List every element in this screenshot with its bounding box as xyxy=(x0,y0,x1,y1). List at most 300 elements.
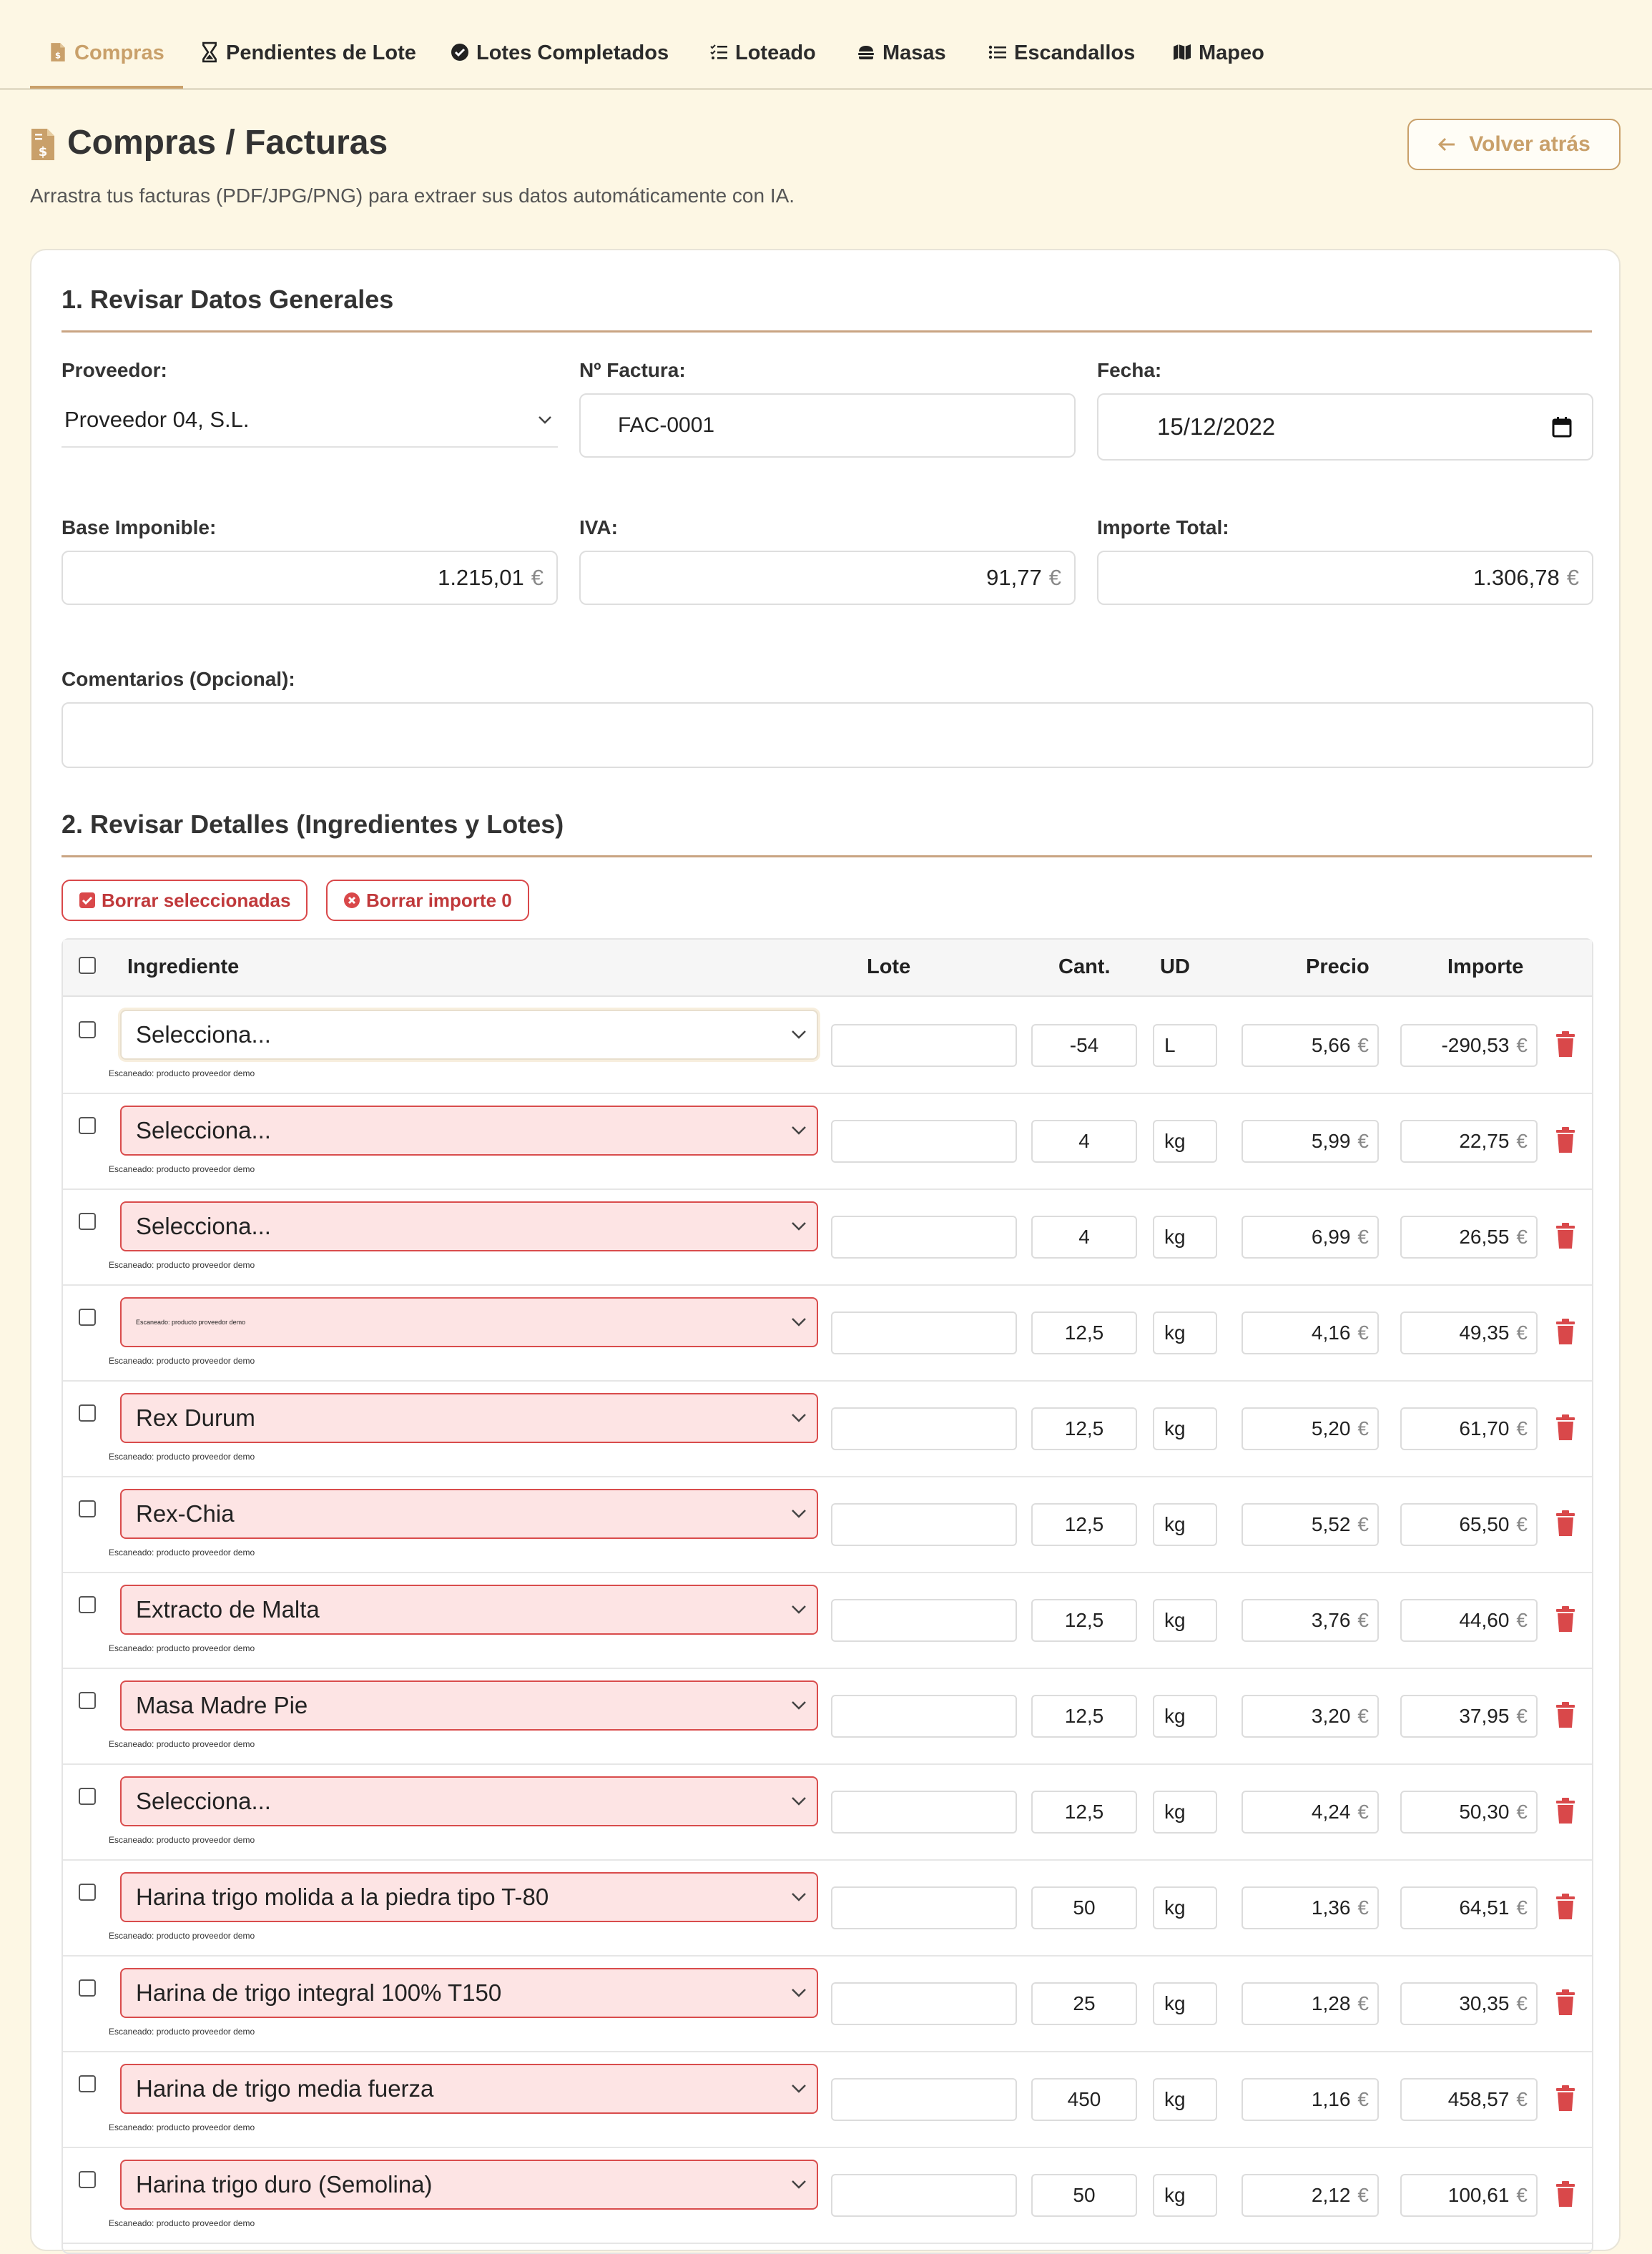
row-checkbox[interactable] xyxy=(79,1213,96,1230)
cant-value: 50 xyxy=(1073,2184,1096,2206)
ud-input[interactable] xyxy=(1153,1407,1217,1450)
precio-input[interactable] xyxy=(1242,1791,1379,1834)
precio-input[interactable] xyxy=(1242,2174,1379,2217)
currency-symbol: € xyxy=(1357,1992,1369,2014)
ingredient-select[interactable] xyxy=(120,2064,818,2114)
lote-input[interactable] xyxy=(831,1024,1017,1067)
ud-input[interactable] xyxy=(1153,1599,1217,1642)
currency-symbol: € xyxy=(1516,1992,1528,2014)
cant-value: 12,5 xyxy=(1064,1801,1104,1823)
importe-value: 22,75 xyxy=(1459,1130,1510,1152)
page-title: Compras / Facturas xyxy=(67,124,388,162)
x-circle-icon xyxy=(343,892,360,909)
ud-value: kg xyxy=(1164,1609,1186,1631)
ingredient-value: Selecciona... xyxy=(136,1021,271,1048)
importe-input[interactable] xyxy=(1400,2078,1538,2121)
table-row xyxy=(63,2148,1592,2244)
ud-value: L xyxy=(1164,1034,1176,1056)
table-row xyxy=(63,1094,1592,1190)
cant-input[interactable] xyxy=(1031,1503,1137,1546)
arrow-left-icon xyxy=(1437,137,1456,152)
row-checkbox[interactable] xyxy=(79,1596,96,1613)
lote-input[interactable] xyxy=(831,1216,1017,1259)
proveedor-label: Proveedor: xyxy=(62,359,167,381)
ud-value: kg xyxy=(1164,1226,1186,1248)
precio-input[interactable] xyxy=(1242,2078,1379,2121)
row-checkbox[interactable] xyxy=(79,2171,96,2188)
back-button-label: Volver atrás xyxy=(1469,132,1590,156)
table-row xyxy=(63,1957,1592,2052)
ud-value: kg xyxy=(1164,1417,1186,1439)
trash-icon[interactable] xyxy=(1555,1031,1576,1058)
ud-value: kg xyxy=(1164,1130,1186,1152)
precio-value: 6,99 xyxy=(1311,1226,1351,1248)
iva-label: IVA: xyxy=(579,516,618,538)
importe-total-input[interactable] xyxy=(1097,551,1593,605)
precio-value: 5,66 xyxy=(1311,1034,1351,1056)
importe-value: 61,70 xyxy=(1459,1417,1510,1439)
importe-input[interactable] xyxy=(1400,1886,1538,1929)
ud-value: kg xyxy=(1164,1705,1186,1727)
lote-input[interactable] xyxy=(831,1982,1017,2025)
table-header xyxy=(63,940,1592,997)
table-row xyxy=(63,1477,1592,1573)
ingredient-select[interactable] xyxy=(120,1872,818,1922)
trash-icon[interactable] xyxy=(1555,1319,1576,1346)
iva-value: 91,77 xyxy=(986,565,1042,590)
ud-value: kg xyxy=(1164,1513,1186,1535)
lote-input[interactable] xyxy=(831,1695,1017,1738)
precio-input[interactable] xyxy=(1242,1503,1379,1546)
importe-value: -290,53 xyxy=(1441,1034,1510,1056)
delete-selected-button[interactable] xyxy=(62,880,308,921)
ingredient-value: Rex Durum xyxy=(136,1404,255,1431)
cant-value: 12,5 xyxy=(1064,1417,1104,1439)
importe-value: 37,95 xyxy=(1459,1705,1510,1727)
cant-input[interactable] xyxy=(1031,1599,1137,1642)
scan-hint: Escaneado: producto proveedor demo xyxy=(109,1260,255,1270)
table-row xyxy=(63,2052,1592,2148)
scan-hint: Escaneado: producto proveedor demo xyxy=(109,2218,255,2228)
base-imponible-value: 1.215,01 xyxy=(438,565,524,590)
cant-value: 4 xyxy=(1078,1226,1090,1248)
trash-icon[interactable] xyxy=(1555,1989,1576,2017)
bread-icon xyxy=(857,41,875,63)
tab-loteado[interactable] xyxy=(709,41,816,89)
base-imponible-label: Base Imponible: xyxy=(62,516,217,538)
delete-zero-button[interactable] xyxy=(326,880,529,921)
delete-selected-label: Borrar seleccionadas xyxy=(102,889,291,911)
currency-symbol: € xyxy=(1516,1417,1528,1439)
currency-symbol: € xyxy=(1516,1226,1528,1248)
chevron-down-icon xyxy=(791,1701,807,1711)
importe-input[interactable] xyxy=(1400,1407,1538,1450)
ingredient-value: Harina trigo duro (Semolina) xyxy=(136,2171,433,2198)
row-checkbox[interactable] xyxy=(79,1021,96,1038)
ingredient-select[interactable] xyxy=(120,2160,818,2210)
ingredient-select[interactable] xyxy=(120,1106,818,1156)
importe-input[interactable] xyxy=(1400,1791,1538,1834)
cant-input[interactable] xyxy=(1031,1886,1137,1929)
ingredient-select[interactable] xyxy=(120,1968,818,2018)
list-icon xyxy=(988,41,1007,63)
cant-input[interactable] xyxy=(1031,1024,1137,1067)
precio-value: 1,36 xyxy=(1311,1896,1351,1919)
ud-input[interactable] xyxy=(1153,1982,1217,2025)
currency-symbol: € xyxy=(1048,565,1061,590)
cant-input[interactable] xyxy=(1031,2078,1137,2121)
back-button[interactable] xyxy=(1407,119,1621,170)
currency-symbol: € xyxy=(531,565,544,590)
precio-input[interactable] xyxy=(1242,1120,1379,1163)
lote-input[interactable] xyxy=(831,1886,1017,1929)
fecha-label: Fecha: xyxy=(1097,359,1162,381)
importe-total-value: 1.306,78 xyxy=(1473,565,1560,590)
select-all-checkbox[interactable] xyxy=(79,957,96,974)
currency-symbol: € xyxy=(1516,2088,1528,2110)
column-ingrediente: Ingrediente xyxy=(127,955,240,978)
tab-label: Escandallos xyxy=(1014,41,1136,64)
currency-symbol: € xyxy=(1516,1513,1528,1535)
importe-input[interactable] xyxy=(1400,1216,1538,1259)
precio-value: 5,52 xyxy=(1311,1513,1351,1535)
ingredient-value: Harina de trigo integral 100% T150 xyxy=(136,1979,502,2006)
currency-symbol: € xyxy=(1516,1609,1528,1631)
ingredients-table xyxy=(62,938,1593,2254)
delete-zero-label: Borrar importe 0 xyxy=(366,889,512,911)
currency-symbol: € xyxy=(1357,2184,1369,2206)
importe-value: 64,51 xyxy=(1459,1896,1510,1919)
scan-hint: Escaneado: producto proveedor demo xyxy=(109,2122,255,2132)
importe-input[interactable] xyxy=(1400,2174,1538,2217)
importe-input[interactable] xyxy=(1400,1120,1538,1163)
tab-label: Masas xyxy=(882,41,946,64)
fecha-input[interactable] xyxy=(1097,393,1593,461)
column-ud: UD xyxy=(1160,955,1190,978)
ud-input[interactable] xyxy=(1153,1886,1217,1929)
importe-value: 65,50 xyxy=(1459,1513,1510,1535)
base-imponible-input[interactable] xyxy=(62,551,558,605)
importe-value: 44,60 xyxy=(1459,1609,1510,1631)
precio-input[interactable] xyxy=(1242,1599,1379,1642)
ud-value: kg xyxy=(1164,1896,1186,1919)
file-invoice-icon xyxy=(30,127,56,162)
table-row xyxy=(63,1286,1592,1382)
table-row xyxy=(63,998,1592,1094)
importe-value: 50,30 xyxy=(1459,1801,1510,1823)
ingredient-select[interactable] xyxy=(120,1776,818,1826)
currency-symbol: € xyxy=(1357,1513,1369,1535)
trash-icon[interactable] xyxy=(1555,1127,1576,1154)
row-checkbox[interactable] xyxy=(79,2075,96,2092)
scan-hint: Escaneado: producto proveedor demo xyxy=(109,1931,255,1941)
chevron-down-icon xyxy=(791,1317,807,1327)
fecha-value: 15/12/2022 xyxy=(1157,413,1276,440)
currency-symbol: € xyxy=(1357,1609,1369,1631)
currency-symbol: € xyxy=(1516,1896,1528,1919)
ud-value: kg xyxy=(1164,2088,1186,2110)
cant-input[interactable] xyxy=(1031,1216,1137,1259)
checkbox-checked-icon xyxy=(79,892,96,909)
ingredient-value: Extracto de Malta xyxy=(136,1596,320,1623)
precio-input[interactable] xyxy=(1242,1886,1379,1929)
chevron-down-icon xyxy=(791,2084,807,2094)
check-circle-icon xyxy=(451,41,469,63)
ingredient-select[interactable] xyxy=(120,1010,818,1060)
scan-hint: Escaneado: producto proveedor demo xyxy=(109,1547,255,1557)
currency-symbol: € xyxy=(1516,2184,1528,2206)
ingredient-value: Selecciona... xyxy=(136,1117,271,1143)
currency-symbol: € xyxy=(1566,565,1579,590)
iva-input[interactable] xyxy=(579,551,1076,605)
importe-input[interactable] xyxy=(1400,1024,1538,1067)
page-subtitle: Arrastra tus facturas (PDF/JPG/PNG) para extraer sus datos automáticamente con IA. xyxy=(30,184,795,207)
section-divider xyxy=(62,855,1592,857)
cant-value: 12,5 xyxy=(1064,1322,1104,1344)
cant-input[interactable] xyxy=(1031,1982,1137,2025)
proveedor-value: Proveedor 04, S.L. xyxy=(64,407,250,432)
importe-value: 49,35 xyxy=(1459,1322,1510,1344)
ud-value: kg xyxy=(1164,2184,1186,2206)
checklist-icon xyxy=(709,41,728,63)
chevron-down-icon xyxy=(791,1030,807,1040)
ingredient-select[interactable] xyxy=(120,1680,818,1731)
section-divider xyxy=(62,330,1592,333)
ud-input[interactable] xyxy=(1153,1503,1217,1546)
ingredient-value: Selecciona... xyxy=(136,1788,271,1814)
svg-text:$: $ xyxy=(54,50,62,61)
table-row xyxy=(63,1573,1592,1669)
column-importe: Importe xyxy=(1447,955,1524,978)
tab-lotes-completados[interactable] xyxy=(451,41,669,89)
currency-symbol: € xyxy=(1357,1130,1369,1152)
currency-symbol: € xyxy=(1357,1226,1369,1248)
ingredient-select[interactable] xyxy=(120,1393,818,1443)
trash-icon[interactable] xyxy=(1555,1702,1576,1729)
currency-symbol: € xyxy=(1516,1322,1528,1344)
table-row xyxy=(63,1861,1592,1957)
ud-input[interactable] xyxy=(1153,2078,1217,2121)
chevron-down-icon xyxy=(791,1892,807,1902)
comentarios-input[interactable] xyxy=(62,702,1593,768)
tab-label: Lotes Completados xyxy=(476,41,669,64)
tab-label: Loteado xyxy=(735,41,816,64)
table-row xyxy=(63,1669,1592,1765)
cant-input[interactable] xyxy=(1031,1407,1137,1450)
section-title-general: 1. Revisar Datos Generales xyxy=(62,285,394,314)
proveedor-select[interactable] xyxy=(62,393,558,448)
scan-hint: Escaneado: producto proveedor demo xyxy=(109,1356,255,1366)
ingredient-select[interactable] xyxy=(120,1489,818,1539)
section-title-details: 2. Revisar Detalles (Ingredientes y Lotes) xyxy=(62,809,564,839)
cant-value: 12,5 xyxy=(1064,1705,1104,1727)
row-checkbox[interactable] xyxy=(79,1692,96,1709)
scan-hint: Escaneado: producto proveedor demo xyxy=(109,1739,255,1749)
cant-input[interactable] xyxy=(1031,2174,1137,2217)
currency-symbol: € xyxy=(1516,1705,1528,1727)
trash-icon[interactable] xyxy=(1555,2085,1576,2112)
ud-input[interactable] xyxy=(1153,1024,1217,1067)
currency-symbol: € xyxy=(1357,1322,1369,1344)
scan-hint: Escaneado: producto proveedor demo xyxy=(109,1164,255,1174)
ingredient-value: Escaneado: producto proveedor demo xyxy=(136,1319,246,1326)
trash-icon[interactable] xyxy=(1555,2181,1576,2208)
factura-input[interactable] xyxy=(579,393,1076,458)
importe-input[interactable] xyxy=(1400,1982,1538,2025)
factura-label: Nº Factura: xyxy=(579,359,686,381)
top-nav xyxy=(0,0,1652,90)
ud-input[interactable] xyxy=(1153,1216,1217,1259)
ingredient-value: Rex-Chia xyxy=(136,1500,235,1527)
row-checkbox[interactable] xyxy=(79,1884,96,1901)
cant-input[interactable] xyxy=(1031,1311,1137,1354)
table-row xyxy=(63,1190,1592,1286)
ud-input[interactable] xyxy=(1153,1120,1217,1163)
currency-symbol: € xyxy=(1516,1034,1528,1056)
chevron-down-icon xyxy=(791,1126,807,1136)
ingredient-select[interactable] xyxy=(120,1585,818,1635)
table-row xyxy=(63,1382,1592,1477)
lote-input[interactable] xyxy=(831,1407,1017,1450)
precio-input[interactable] xyxy=(1242,1216,1379,1259)
scan-hint: Escaneado: producto proveedor demo xyxy=(109,1068,255,1078)
column-lote: Lote xyxy=(867,955,911,978)
cant-input[interactable] xyxy=(1031,1120,1137,1163)
cant-input[interactable] xyxy=(1031,1695,1137,1738)
precio-input[interactable] xyxy=(1242,1024,1379,1067)
svg-text:$: $ xyxy=(38,144,48,159)
cant-value: -54 xyxy=(1069,1034,1099,1056)
tab-masas[interactable] xyxy=(857,41,946,89)
lote-input[interactable] xyxy=(831,1791,1017,1834)
ingredient-value: Harina trigo molida a la piedra tipo T-80 xyxy=(136,1884,549,1910)
row-checkbox[interactable] xyxy=(79,1500,96,1517)
trash-icon[interactable] xyxy=(1555,1414,1576,1442)
scan-hint: Escaneado: producto proveedor demo xyxy=(109,1835,255,1845)
currency-symbol: € xyxy=(1357,1705,1369,1727)
precio-value: 4,24 xyxy=(1311,1801,1351,1823)
importe-input[interactable] xyxy=(1400,1503,1538,1546)
trash-icon[interactable] xyxy=(1555,1510,1576,1537)
lote-input[interactable] xyxy=(831,1503,1017,1546)
chevron-down-icon xyxy=(791,1413,807,1423)
precio-value: 5,99 xyxy=(1311,1130,1351,1152)
trash-icon[interactable] xyxy=(1555,1223,1576,1250)
table-row xyxy=(63,1765,1592,1861)
row-checkbox[interactable] xyxy=(79,1117,96,1134)
tab-label: Pendientes de Lote xyxy=(226,41,416,64)
ingredient-value: Masa Madre Pie xyxy=(136,1692,308,1718)
hourglass-icon xyxy=(200,41,219,63)
ud-input[interactable] xyxy=(1153,1311,1217,1354)
precio-value: 4,16 xyxy=(1311,1322,1351,1344)
currency-symbol: € xyxy=(1516,1130,1528,1152)
importe-input[interactable] xyxy=(1400,1695,1538,1738)
precio-input[interactable] xyxy=(1242,1695,1379,1738)
scan-hint: Escaneado: producto proveedor demo xyxy=(109,2027,255,2037)
importe-value: 458,57 xyxy=(1447,2088,1510,2110)
ud-value: kg xyxy=(1164,1992,1186,2014)
importe-total-label: Importe Total: xyxy=(1097,516,1229,538)
map-icon xyxy=(1173,41,1191,63)
row-checkbox[interactable] xyxy=(79,1788,96,1805)
row-checkbox[interactable] xyxy=(79,1309,96,1326)
column-cant: Cant. xyxy=(1058,955,1111,978)
invoice-review-card xyxy=(30,249,1621,2251)
currency-symbol: € xyxy=(1357,1896,1369,1919)
importe-input[interactable] xyxy=(1400,1599,1538,1642)
precio-input[interactable] xyxy=(1242,1982,1379,2025)
lote-input[interactable] xyxy=(831,2078,1017,2121)
cant-value: 450 xyxy=(1067,2088,1101,2110)
file-invoice-icon xyxy=(49,41,67,63)
ingredient-select[interactable] xyxy=(120,1297,818,1347)
chevron-down-icon xyxy=(791,1509,807,1519)
lote-input[interactable] xyxy=(831,1311,1017,1354)
chevron-down-icon xyxy=(791,1221,807,1231)
lote-input[interactable] xyxy=(831,1599,1017,1642)
ud-value: kg xyxy=(1164,1801,1186,1823)
scan-hint: Escaneado: producto proveedor demo xyxy=(109,1452,255,1462)
lote-input[interactable] xyxy=(831,2174,1017,2217)
currency-symbol: € xyxy=(1357,2088,1369,2110)
chevron-down-icon xyxy=(791,1605,807,1615)
comentarios-label: Comentarios (Opcional): xyxy=(62,668,295,690)
cant-value: 50 xyxy=(1073,1896,1096,1919)
cant-value: 4 xyxy=(1078,1130,1090,1152)
precio-input[interactable] xyxy=(1242,1311,1379,1354)
importe-value: 30,35 xyxy=(1459,1992,1510,2014)
currency-symbol: € xyxy=(1357,1034,1369,1056)
calendar-icon[interactable] xyxy=(1552,416,1572,438)
precio-value: 1,28 xyxy=(1311,1992,1351,2014)
ingredient-select[interactable] xyxy=(120,1201,818,1251)
lote-input[interactable] xyxy=(831,1120,1017,1163)
tab-escandallos[interactable] xyxy=(988,41,1135,89)
tab-compras[interactable] xyxy=(30,41,183,89)
ingredient-value: Selecciona... xyxy=(136,1213,271,1239)
precio-value: 3,76 xyxy=(1311,1609,1351,1631)
tab-mapeo[interactable] xyxy=(1173,41,1264,89)
tab-label: Compras xyxy=(74,41,164,64)
currency-symbol: € xyxy=(1357,1417,1369,1439)
cant-value: 25 xyxy=(1073,1992,1096,2014)
currency-symbol: € xyxy=(1357,1801,1369,1823)
cant-input[interactable] xyxy=(1031,1791,1137,1834)
importe-value: 100,61 xyxy=(1447,2184,1510,2206)
precio-value: 3,20 xyxy=(1311,1705,1351,1727)
trash-icon[interactable] xyxy=(1555,1606,1576,1633)
ud-input[interactable] xyxy=(1153,1695,1217,1738)
cant-value: 12,5 xyxy=(1064,1513,1104,1535)
precio-input[interactable] xyxy=(1242,1407,1379,1450)
trash-icon[interactable] xyxy=(1555,1798,1576,1825)
row-checkbox[interactable] xyxy=(79,1979,96,1997)
ud-input[interactable] xyxy=(1153,2174,1217,2217)
importe-input[interactable] xyxy=(1400,1311,1538,1354)
row-checkbox[interactable] xyxy=(79,1404,96,1422)
tab-pendientes-de-lote[interactable] xyxy=(200,41,416,89)
scan-hint: Escaneado: producto proveedor demo xyxy=(109,1643,255,1653)
chevron-down-icon xyxy=(791,1796,807,1806)
currency-symbol: € xyxy=(1516,1801,1528,1823)
tab-label: Mapeo xyxy=(1199,41,1264,64)
ud-input[interactable] xyxy=(1153,1791,1217,1834)
chevron-down-icon xyxy=(791,1988,807,1998)
trash-icon[interactable] xyxy=(1555,1894,1576,1921)
column-precio: Precio xyxy=(1306,955,1370,978)
precio-value: 5,20 xyxy=(1311,1417,1351,1439)
